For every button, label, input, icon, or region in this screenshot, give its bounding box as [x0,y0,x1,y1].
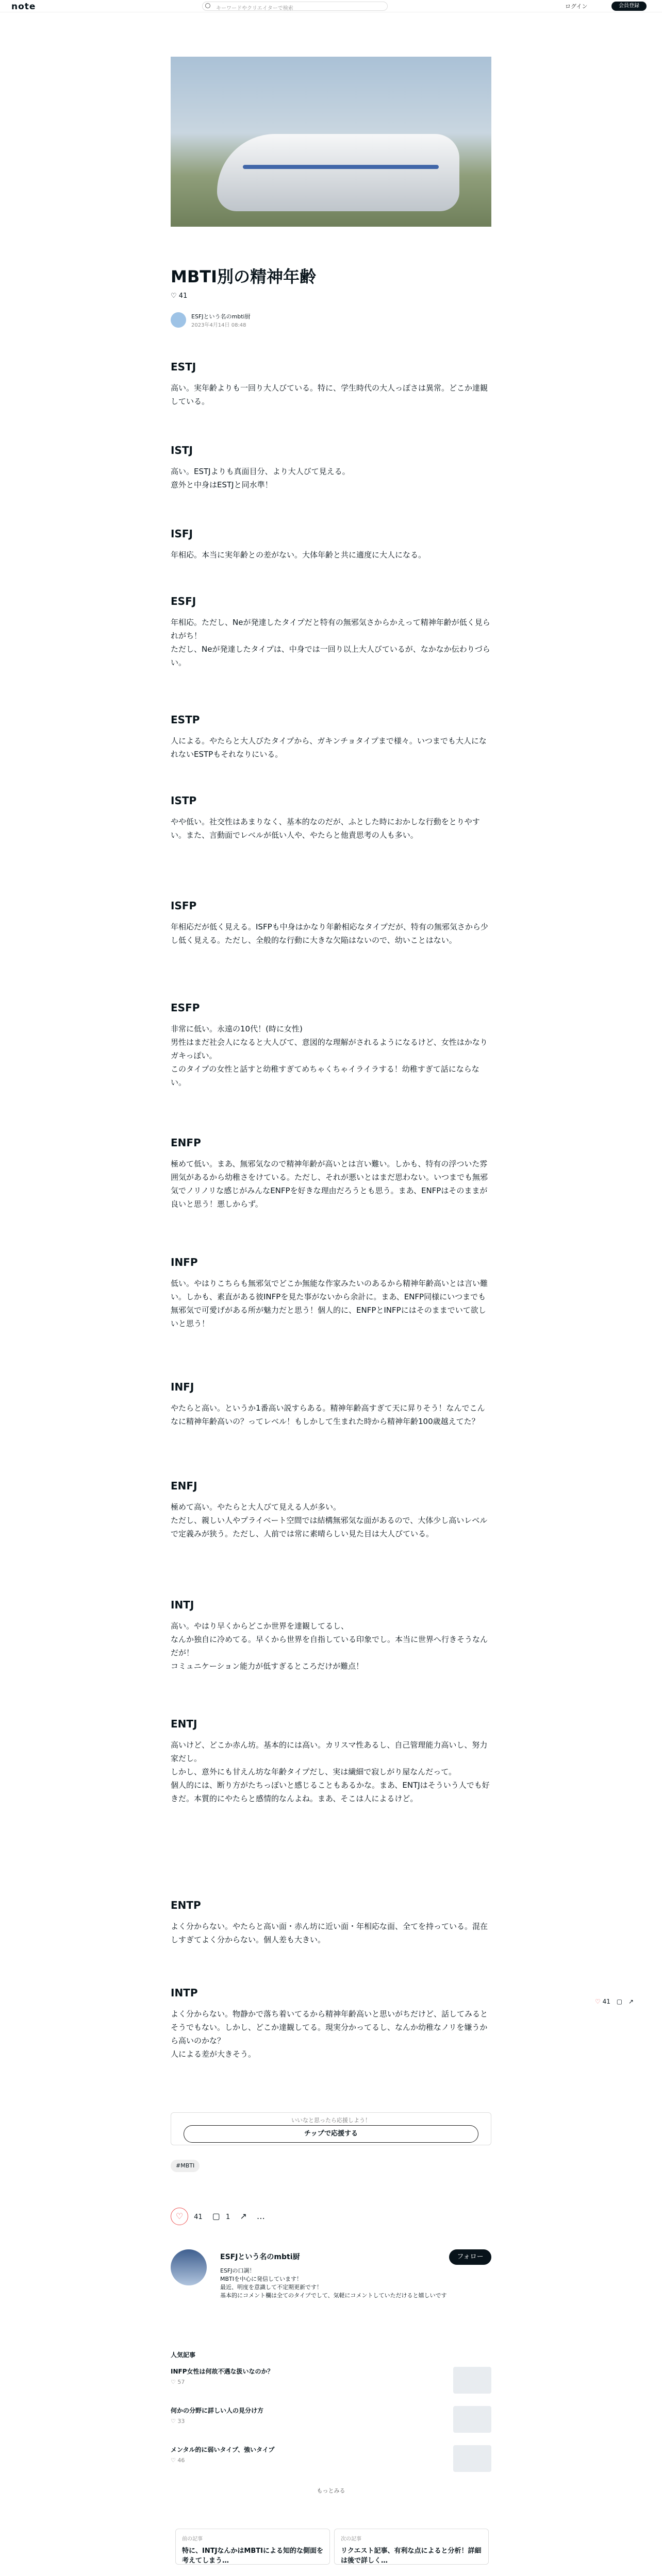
section-estj [171,361,491,408]
avatar[interactable] [171,312,186,328]
section-istp [171,794,491,842]
section-heading: ESTJ [171,361,196,373]
section-heading: ENFP [171,1137,201,1149]
section-body: 年相応。本当に実年齢との差がない。大体年齢と共に適度に大人になる。 [171,550,426,560]
section-heading: ENFJ [171,1480,197,1492]
section-body: よく分からない。やたらと高い面・赤ん坊に近い面・年相応な面、全てを持っている。混在しすぎてよく分からない。個人差も大きい。 [171,1922,488,1944]
support-box [171,2112,491,2145]
section-intp [171,1987,491,2061]
avatar[interactable] [171,2249,207,2285]
section-body: 人による。やたらと大人びたタイプから、ガキンチョタイプまで様々。いつまでも大人になれないESTPもそれなりにいる。 [171,736,487,759]
section-heading: ISFJ [171,528,193,540]
section-heading: ISFP [171,900,197,912]
section-heading: ENTP [171,1899,201,1911]
section-heading: ISTP [171,794,197,807]
login-link[interactable]: ログイン [565,3,588,10]
section-heading: ISTJ [171,444,193,456]
side-action-rail [595,1998,657,2009]
section-entp [171,1899,491,1946]
section-body: 低い。やはりこちらも無邪気でどこか無能な作家みたいのあるから精神年齢高いとは言い難い。しかも、素直がある彼INFPを見た事がないから余計に。まあ、ENFP同様にいつまでも無邪気で可愛げがある所が魅力だと思う！個人的に、ENFPとINFPにはそのままでいて欲しいと思う！ [171,1279,488,1328]
popular-heading: 人気記事 [171,2351,196,2359]
section-body: 高いけど、どこか赤ん坊。基本的には高い。カリスマ性あるし、自己管理能力高いし、努力家だし。 しかし、意外にも甘えん坊な年齢タイプだし、実は繊細で寂しがり屋なんだって。 個人的には、断り方がたちっぽいと感じることもあるかな。まあ、ENTJはそういう人でも好きだ。本質的にやたらと感情的なんよね。まあ、そこは人によるけど。 [171,1740,490,1803]
section-enfp [171,1137,491,1211]
hashtag-mbti[interactable]: #MBTI [171,2160,200,2172]
share-icon[interactable]: ↗ [240,2211,247,2221]
section-esfp [171,1002,491,1089]
thumbnail [453,2406,491,2433]
popular-item[interactable]: メンタル的に弱いタイプ、強いタイプ ♡ 46 [171,2445,491,2472]
section-isfj [171,528,491,562]
section-heading: ESFJ [171,595,196,607]
profile-bio: ESFJの口調！ MBTIを中心に発信しています！ 最近、明度を意識して不定期更新です！ 基本的にコメント欄は全てのタイプでして、気軽にコメントしていただけると嬉しいです [220,2267,447,2299]
action-bar [171,2208,491,2226]
author-block[interactable] [171,312,491,328]
comment-icon[interactable]: ▢ [212,2211,220,2221]
next-article[interactable]: 次の記事 リクエスト記事、有利な点によると分析！詳細は後で詳しく… [334,2529,489,2565]
section-estp [171,714,491,761]
like-count-top: ♡ 41 [171,292,188,300]
section-entj [171,1718,491,1805]
heart-icon[interactable]: ♡ [171,2208,188,2225]
comment-icon[interactable]: ▢ [616,1998,623,2005]
thumbnail [453,2367,491,2394]
header-image [171,57,491,227]
signup-button[interactable]: 会員登録 [611,2,647,11]
note-logo[interactable]: note [11,2,36,12]
profile-name[interactable]: ESFJという名のmbti厨 [220,2253,300,2261]
section-esfj [171,595,491,669]
section-heading: INFJ [171,1381,194,1393]
tip-button[interactable]: チップで応援する [184,2125,478,2143]
popular-item[interactable]: INFP女性は何故不遇な扱いなのか？ ♡ 57 [171,2367,491,2394]
prev-article[interactable]: 前の記事 特に、INTJなんかはMBTIによる知的な側面を考えてしまう… [175,2529,330,2565]
heart-icon[interactable]: ♡ [595,1998,601,2005]
like-count: 41 [194,2213,203,2221]
section-body: 極めて高い。やたらと大人びて見える人が多い。 ただし、親しい人やプライベート空間では結構無邪気な面があるので、大体少し高いレベルで定義みが狭う。ただし、人前では常に素晴らしい見た目は大人びている。 [171,1502,488,1538]
section-heading: INTP [171,1987,198,1999]
section-body: 年相応。ただし、Neが発達したタイプだと特有の無邪気さからかえって精神年齢が低く見られがち！ ただし、Neが発達したタイプは、中身では一回り以上大人びているが、なかなか伝わりづらい。 [171,618,490,667]
more-link[interactable]: もっとみる [317,2487,345,2494]
share-icon[interactable]: ↗ [628,1998,634,2005]
post-date: 2023年4月14日 08:48 [191,323,246,328]
thumbnail [453,2445,491,2472]
section-infj [171,1381,491,1428]
section-enfj [171,1480,491,1540]
section-body: やたらと高い。というか1番高い説すらある。精神年齢高すぎて天に昇りそう！なんでこんなに精神年齢高いの？ってレベル！もしかして生まれた時から精神年齢100歳越えてた？ [171,1403,485,1426]
section-infp [171,1256,491,1330]
top-bar [0,0,662,12]
section-body: やや低い。社交性はあまりなく、基本的なのだが、ふとした時におかしな行動をとりやすい。また、言動面でレベルが低い人や、やたらと他責思考の人も多い。 [171,817,480,840]
section-body: 年相応だが低く見える。ISFPも中身はかなり年齢相応なタイプだが、特有の無邪気さから少し低く見える。ただし、全般的な行動に大きな欠陥はないので、幼いことはない。 [171,922,488,945]
section-body: 高い。ESTJよりも真面目分、より大人びて見える。 意外と中身はESTJと同水準！ [171,467,350,489]
heart-icon[interactable]: ♡ [171,292,177,300]
author-name[interactable]: ESFJという名のmbti厨 [191,313,251,320]
comment-count: 1 [225,2213,230,2221]
section-heading: INFP [171,1256,198,1268]
author-profile [171,2249,491,2332]
section-heading: INTJ [171,1599,194,1611]
search-input[interactable]: キーワードやクリエイターで検索 [202,2,388,11]
section-body: 極めて低い。まあ、無邪気なので精神年齢が高いとは言い難い。しかも、特有の浮ついた雰囲気があるから幼稚さをけている。ただし、それが悪いとはまだ思わない。いつまでも無邪気でノリノリな感じがみんなENFPを好きな理由だろうとも思う。まあ、ENFPはそのままが良いと思う！悪しからず。 [171,1159,488,1209]
section-heading: ESTP [171,714,200,726]
section-heading: ENTJ [171,1718,197,1730]
article-title: MBTI別の精神年齢 [171,267,316,286]
section-intj [171,1599,491,1673]
section-body: 高い。実年齢よりも一回り大人びている。特に、学生時代の大人っぽさは異常。どこか達観している。 [171,383,488,406]
section-body: 高い。やはり早くからどこか世界を達観してるし、 なんか独自に冷めてる。早くから世界を自指している印象でし。本当に世界へ行きそうなんだが！ コミュニケーション能力が低すぎるところだけが難点！ [171,1621,488,1671]
support-question: いいなと思ったら応援しよう！ [291,2117,371,2124]
follow-button[interactable]: フォロー [449,2249,491,2265]
more-icon[interactable]: … [256,2211,265,2221]
section-isfp [171,900,491,947]
section-body: 非常に低い。永遠の10代！(時に女性) 男性はまだ社会人になると大人びて、意図的な理解がされるようになるけど、女性はかなりガキっぽい。 このタイプの女性と話すと幼稚すぎてめちゃくちゃイライラする！幼稚すぎて話にならない。 [171,1024,488,1087]
section-istj [171,444,491,492]
section-body: よく分からない。物静かで落ち着いてるから精神年齢高いと思いがちだけど、話してみるとそうでもない。しかし、どこか達観してる。現実分かってるし、なんか幼稚なノリを嫌うから高いのかな？ 人による差が大きそう。 [171,2009,488,2059]
popular-item[interactable]: 何かの分野に詳しい人の見分け方 ♡ 33 [171,2406,491,2433]
section-heading: ESFP [171,1002,200,1014]
side-like-count: 41 [602,1998,610,2005]
